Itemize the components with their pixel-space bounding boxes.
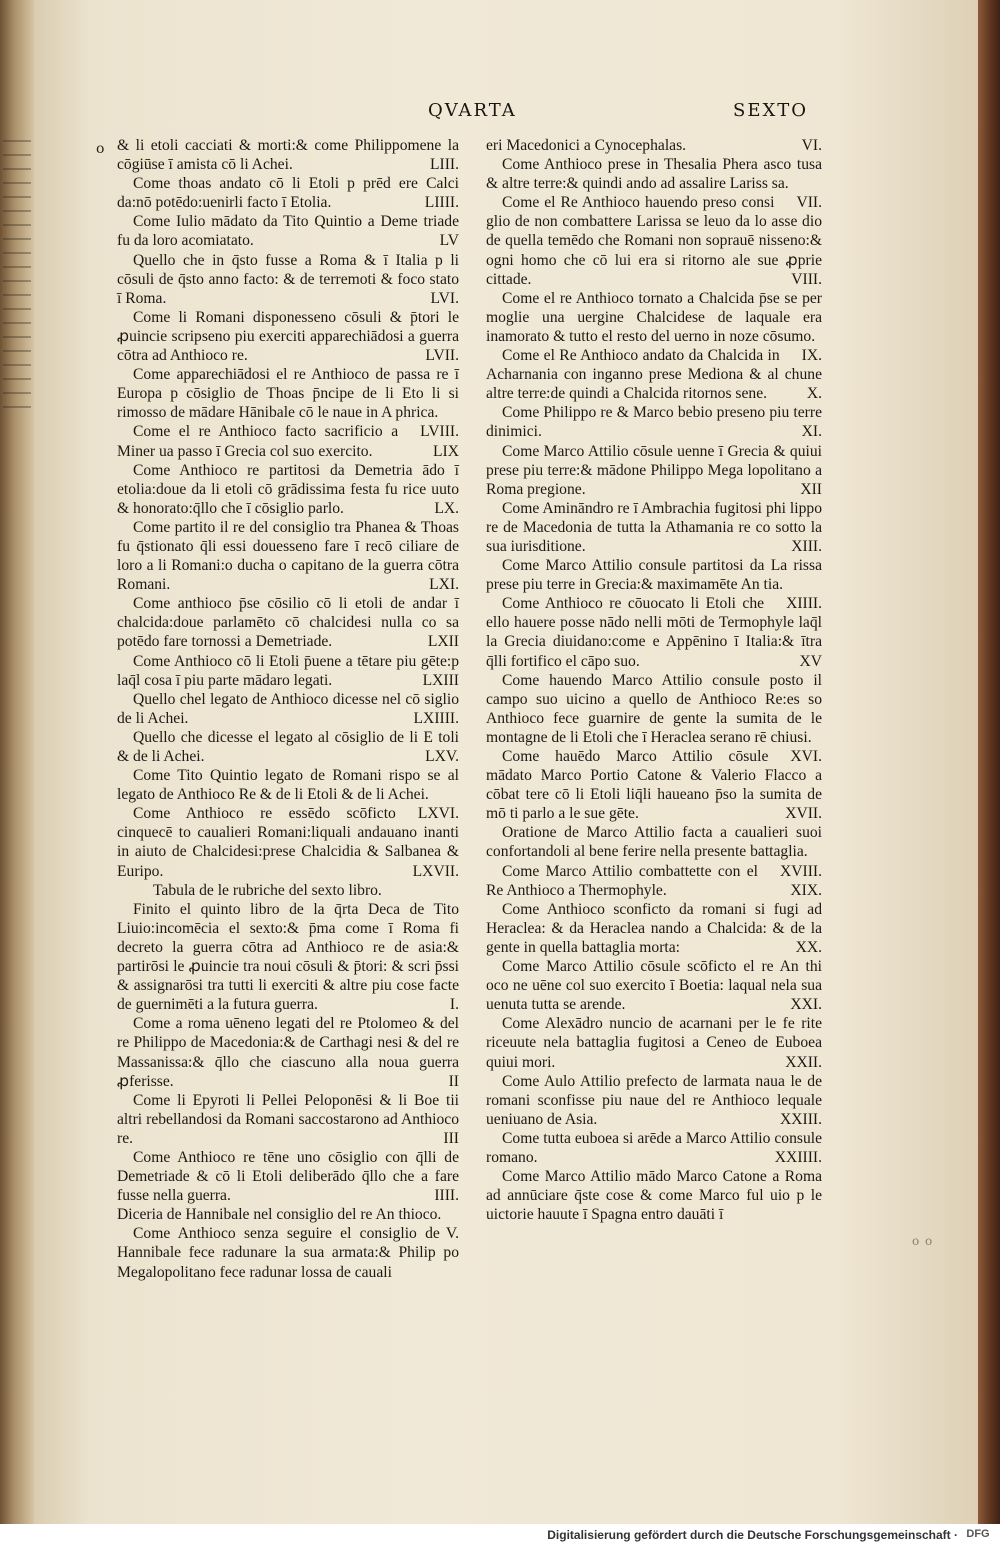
entry-text: Come Marco Attilio cōsule uenne ī Grecia & quiui prese piu terre:& mādone Philippo Mega lopolitano a Roma pregione.: [486, 442, 822, 498]
chapter-number: XII: [800, 480, 822, 498]
chapter-number: LXIIII.: [413, 709, 459, 727]
toc-entry: [486, 346, 822, 403]
toc-entry: [486, 1129, 822, 1167]
toc-entry: [117, 900, 459, 1015]
text-column-left: [117, 136, 459, 1282]
chapter-number: LVI.: [430, 289, 459, 307]
entry-text: Come anthioco p̄se cōsilio cō li etoli de andar ī chalcida:doue parlamēto cō chalcidesi nulla co sa potēdo fare tornossi a Demetriade.: [117, 595, 459, 651]
toc-entry: [486, 1014, 822, 1071]
toc-entry: [117, 1205, 459, 1243]
chapter-number: LXI.: [429, 576, 459, 594]
footer-credit: Digitalisierung gefördert durch die Deutsche Forschungsgemeinschaft ·: [547, 1528, 958, 1542]
entry-text: Come li Romani disponesseno cōsuli & p̄tori le ꝓuincie scripseno piu exerciti apparechiādosi a guerra cōtra ad Anthioco re.: [117, 308, 459, 365]
chapter-number: XV: [799, 652, 822, 670]
entry-text: Come li Epyroti li Pellei Peloponēsi & li Boe tii altri rebellandosi da Romani saccostarono ad Anthioco re.: [117, 1091, 459, 1147]
entry-text: Come Tito Quintio legato de Romani rispo se al legato de Anthioco Re & de li Etoli & de li Achei.: [117, 767, 459, 804]
chapter-number: LXIII: [422, 671, 459, 689]
toc-entry: [486, 289, 822, 365]
chapter-number: VI.: [801, 137, 822, 154]
entry-text: Tabula de le rubriche del sexto libro.: [153, 881, 382, 899]
chapter-number: LX.: [434, 499, 459, 517]
toc-entry: [117, 251, 459, 308]
entry-text: Come el re Anthioco tornato a Chalcida p̄se se per moglie una uergine Chalcidese de laquale era inamorato & tutto el resto del uerno in noze cōsumo.: [486, 289, 822, 345]
chapter-number: XIII.: [791, 537, 822, 555]
chapter-number: LXII: [427, 633, 459, 651]
chapter-number: LIIII.: [424, 194, 459, 212]
toc-entry: [117, 308, 459, 365]
chapter-number: LXVI.: [417, 805, 459, 823]
chapter-number: V.: [445, 1225, 459, 1243]
entry-text: Come Anthioco sconficto da romani si fugi ad Heraclea: & da Heraclea nando a Chalcida: & de la gente in quella battaglia morta:: [486, 900, 822, 956]
chapter-number: VIII.: [791, 270, 822, 288]
toc-entry: [486, 136, 822, 155]
entry-text: Come Alexādro nuncio de acarnani per le fe rite riceuute nela battaglia fugitosi a Ceneo de Euboea quiui mori.: [486, 1015, 822, 1071]
chapter-number: XVII.: [785, 805, 822, 823]
toc-entry: [117, 365, 459, 441]
entry-text: Come Anthioco re essēdo scōficto cinquecē to caualieri Romani:liquali andauano inanti in aiuto de Chalcidesi:prese Chalcidia & Salbanea & Euripo.: [117, 805, 459, 880]
chapter-number: LIX: [433, 442, 459, 460]
chapter-number: IX.: [801, 347, 822, 365]
toc-entry: [486, 556, 822, 613]
toc-entry: [117, 766, 459, 823]
chapter-number: XXIIII.: [774, 1148, 822, 1166]
running-head-right: SEXTO: [733, 100, 809, 121]
toc-entry: [117, 1091, 459, 1148]
toc-entry: [486, 671, 822, 765]
toc-entry: [117, 1148, 459, 1205]
toc-entry: [486, 1072, 822, 1129]
toc-entry: [117, 1014, 459, 1090]
toc-entry: [486, 1167, 822, 1224]
entry-text: Come Aulo Attilio prefecto de larmata naua le de romani sconfisse piu naue del re Anthioco lequale ueniuano de Asia.: [486, 1072, 822, 1128]
entry-text: Come Anthioco re cōuocato li Etoli che ello hauere posse nādo nelli mōti de Termophyle laq̄l la Grecia diuidano:come e Appēnino ī Italia:& ītra q̄lli fortifico el cāpo suo.: [486, 595, 822, 670]
entry-text: Come apparechiādosi el re Anthioco de passa re ī Europa p cōsiglio de Thoas p̄ncipe de li Eto li si rimosso de mādare Hānibale cō le naue in A phrica.: [117, 366, 459, 422]
entry-text: Come el Re Anthioco andato da Chalcida in Acharnania con inganno prese Mediona & al chune altre terre:de quindi a Chalcida ritornos sene.: [486, 347, 822, 403]
entry-text: Come Anthioco prese in Thesalia Phera asco tusa & altre terre:& quindi ando ad assalire Lariss sa.: [486, 156, 822, 193]
entry-text: Quello chel legato de Anthioco dicesse nel cō siglio de li Achei.: [117, 690, 459, 727]
toc-entry: [117, 652, 459, 690]
entry-text: Come Iulio mādato da Tito Quintio a Deme triade fu da loro acomiatato.: [117, 213, 459, 250]
entry-text: Diceria de Hannibale nel consiglio del re An thioco.: [117, 1206, 442, 1224]
chapter-number: II: [448, 1072, 459, 1090]
running-head-left: QVARTA: [428, 100, 517, 121]
toc-entry: [486, 193, 822, 288]
chapter-number: LXV.: [425, 748, 459, 765]
entry-text: Come hauendo Marco Attilio consule posto il campo suo uicino a quello de Anthioco Re:es so Anthioco fece guarnire de gente la sumita de le montagne de li Etoli che ī Heraclea serano rē chiusi.: [486, 671, 822, 746]
entry-text: Come Anthioco senza seguire el consiglio de Hannibale fece radunare la sua armata:& Philip po Megalopolitano fece radunar lossa de cauali: [117, 1225, 459, 1281]
chapter-number: VII.: [796, 194, 822, 212]
entry-text: Quello che in q̄sto fusse a Roma & ī Italia p li cōsuli de q̄sto anno facto: & de terremoti & foco stato ī Roma.: [117, 251, 459, 307]
dfg-logo: DFG: [966, 1528, 990, 1540]
entry-text: Come Philippo re & Marco bebio preseno piu terre dinimici.: [486, 404, 822, 441]
chapter-number: XIX.: [790, 881, 822, 899]
chapter-number: XXIII.: [780, 1110, 822, 1128]
toc-entry: [117, 212, 459, 250]
toc-entry: [117, 461, 459, 518]
toc-entry: [486, 442, 822, 499]
entry-text: Come Marco Attilio cōsule scōficto el re An thi oco ne uēne col suo exercito ī Boetia: laqual nela sua uenuta tutta se arende.: [486, 958, 822, 1014]
toc-entry: [486, 155, 822, 212]
entry-text: Come thoas andato cō li Etoli p prēd ere Calci da:nō potēdo:uenirli facto ī Etolia.: [117, 175, 459, 212]
entry-text: Come a roma uēneno legati del re Ptolomeo & del re Philippo de Macedonia:& de Carthagi nesi & del re Massanissa:& q̄llo che ciascuno alla noua guerra ꝓferisse.: [117, 1015, 459, 1090]
chapter-number: XVIII.: [780, 862, 822, 880]
entry-text: & li etoli cacciati & morti:& come Philippomene la cōgiūse ī amista cō li Achei.: [117, 137, 459, 174]
facing-page-edge: [3, 140, 31, 420]
toc-entry: [117, 1224, 459, 1281]
toc-entry: [117, 518, 459, 594]
entry-text: eri Macedonici a Cynocephalas.: [486, 137, 687, 154]
chapter-number: LIII.: [429, 156, 459, 174]
entry-text: Oratione de Marco Attilio facta a caualieri suoi confortandoli al bene ferire nella presente battaglia.: [486, 824, 822, 861]
toc-entry: [486, 499, 822, 556]
chapter-number: XX.: [795, 938, 822, 956]
margin-mark-right: o o: [912, 1234, 934, 1248]
chapter-number: XXI.: [790, 996, 822, 1014]
chapter-number: IIII.: [434, 1187, 459, 1205]
chapter-number: XIIII.: [786, 595, 822, 613]
entry-text: Finito el quinto libro de la q̄rta Deca de Tito Liuio:incomēcia el sexto:& p̄ma come ī Roma fi decreto la guerra cōtra ad Anthioco re de asia:& partirōsi le ꝓuincie tra noui cōsuli & p̄tori: & scri p̄ssi & assignarōsi tra tutti li exerciti & altre piu cose facte de guernimēti a la futura guerra.: [117, 900, 459, 1014]
entry-text: Quello che dicesse el legato al cōsiglio de li E toli & de li Achei.: [117, 728, 459, 765]
chapter-number: III: [443, 1129, 459, 1147]
toc-entry: [486, 900, 822, 957]
chapter-number: XXII.: [785, 1053, 822, 1071]
chapter-number: X.: [806, 385, 822, 403]
entry-text: Come partito il re del consiglio tra Phanea & Thoas fu q̄stionato q̄li essi douesseno fare ī recō ciliare de loro a li Romani:o ducha o capitano de la guerra cōtra Romani.: [117, 518, 459, 594]
entry-text: Come el re Anthioco facto sacrificio a Miner ua passo ī Grecia col suo exercito.: [117, 423, 399, 460]
toc-entry: [117, 690, 459, 728]
entry-text: Come Marco Attilio mādo Marco Catone a Roma ad annūciare q̄ste cose & come Marco ful uio p le uictorie hauute ī Spagna entro dauāti ī: [486, 1168, 822, 1224]
toc-entry: [117, 728, 459, 766]
entry-text: Come Anthioco re tēne uno cōsiglio con q̄lli de Demetriade & cō li Etoli deliberādo q̄llo che a fare fusse nella guerra.: [117, 1148, 459, 1205]
entry-text: Come tutta euboea si arēde a Marco Attilio consule romano.: [486, 1129, 822, 1166]
digitization-footer: [0, 1524, 1000, 1547]
chapter-number: XI.: [801, 423, 822, 441]
text-column-right: [486, 136, 822, 1224]
entry-text: Come Anthioco cō li Etoli p̄uene a tētare piu gēte:p laq̄l cosa ī piu parte mādaro legati.: [117, 652, 459, 689]
chapter-number: LXVII.: [412, 862, 459, 880]
toc-entry: [117, 136, 459, 174]
entry-text: Come hauēdo Marco Attilio cōsule mādato Marco Portio Catone & Valerio Flacco a cōbat tere cō li Etoli liq̄li haueano p̄so la sumita de mō ti parlo a le sue gēte.: [486, 748, 822, 823]
book-binding-right: [978, 0, 1000, 1524]
chapter-number: I.: [449, 996, 459, 1014]
chapter-number: LV: [439, 232, 459, 250]
toc-entry: [117, 174, 459, 212]
entry-text: Come Amināndro re ī Ambrachia fugitosi phi lippo re de Macedonia de tutta la Athamania re co sotto la sua iurisditione.: [486, 499, 822, 555]
chapter-number: XVI.: [790, 748, 822, 765]
toc-entry: [486, 823, 822, 880]
margin-mark-left: o: [96, 141, 105, 157]
toc-entry: [117, 881, 459, 900]
toc-entry: [486, 957, 822, 1014]
entry-text: Come Marco Attilio consule partitosi da La rissa prese piu terre in Grecia:& maximamēte An tia.: [486, 557, 822, 594]
entry-text: Come Anthioco re partitosi da Demetria ādo ī etolia:doue da li etoli cō grādissima festa fu rice uuto & honorato:q̄llo che ī cōsiglio parlo.: [117, 461, 459, 517]
chapter-number: LVIII.: [420, 423, 459, 441]
toc-entry: [486, 403, 822, 441]
chapter-number: LVII.: [425, 347, 459, 365]
entry-text: Come el Re Anthioco hauendo preso consi glio de non combattere Larissa se leuo da lo asse dio de quella temēdo che Romani non soprauē nisseno:& ogni homo che cō lui era si ritorno ale sue ꝓprie cittade.: [486, 194, 822, 288]
toc-entry: [117, 594, 459, 651]
entry-text: Come Marco Attilio combattette con el Re Anthioco a Thermophyle.: [486, 862, 758, 899]
